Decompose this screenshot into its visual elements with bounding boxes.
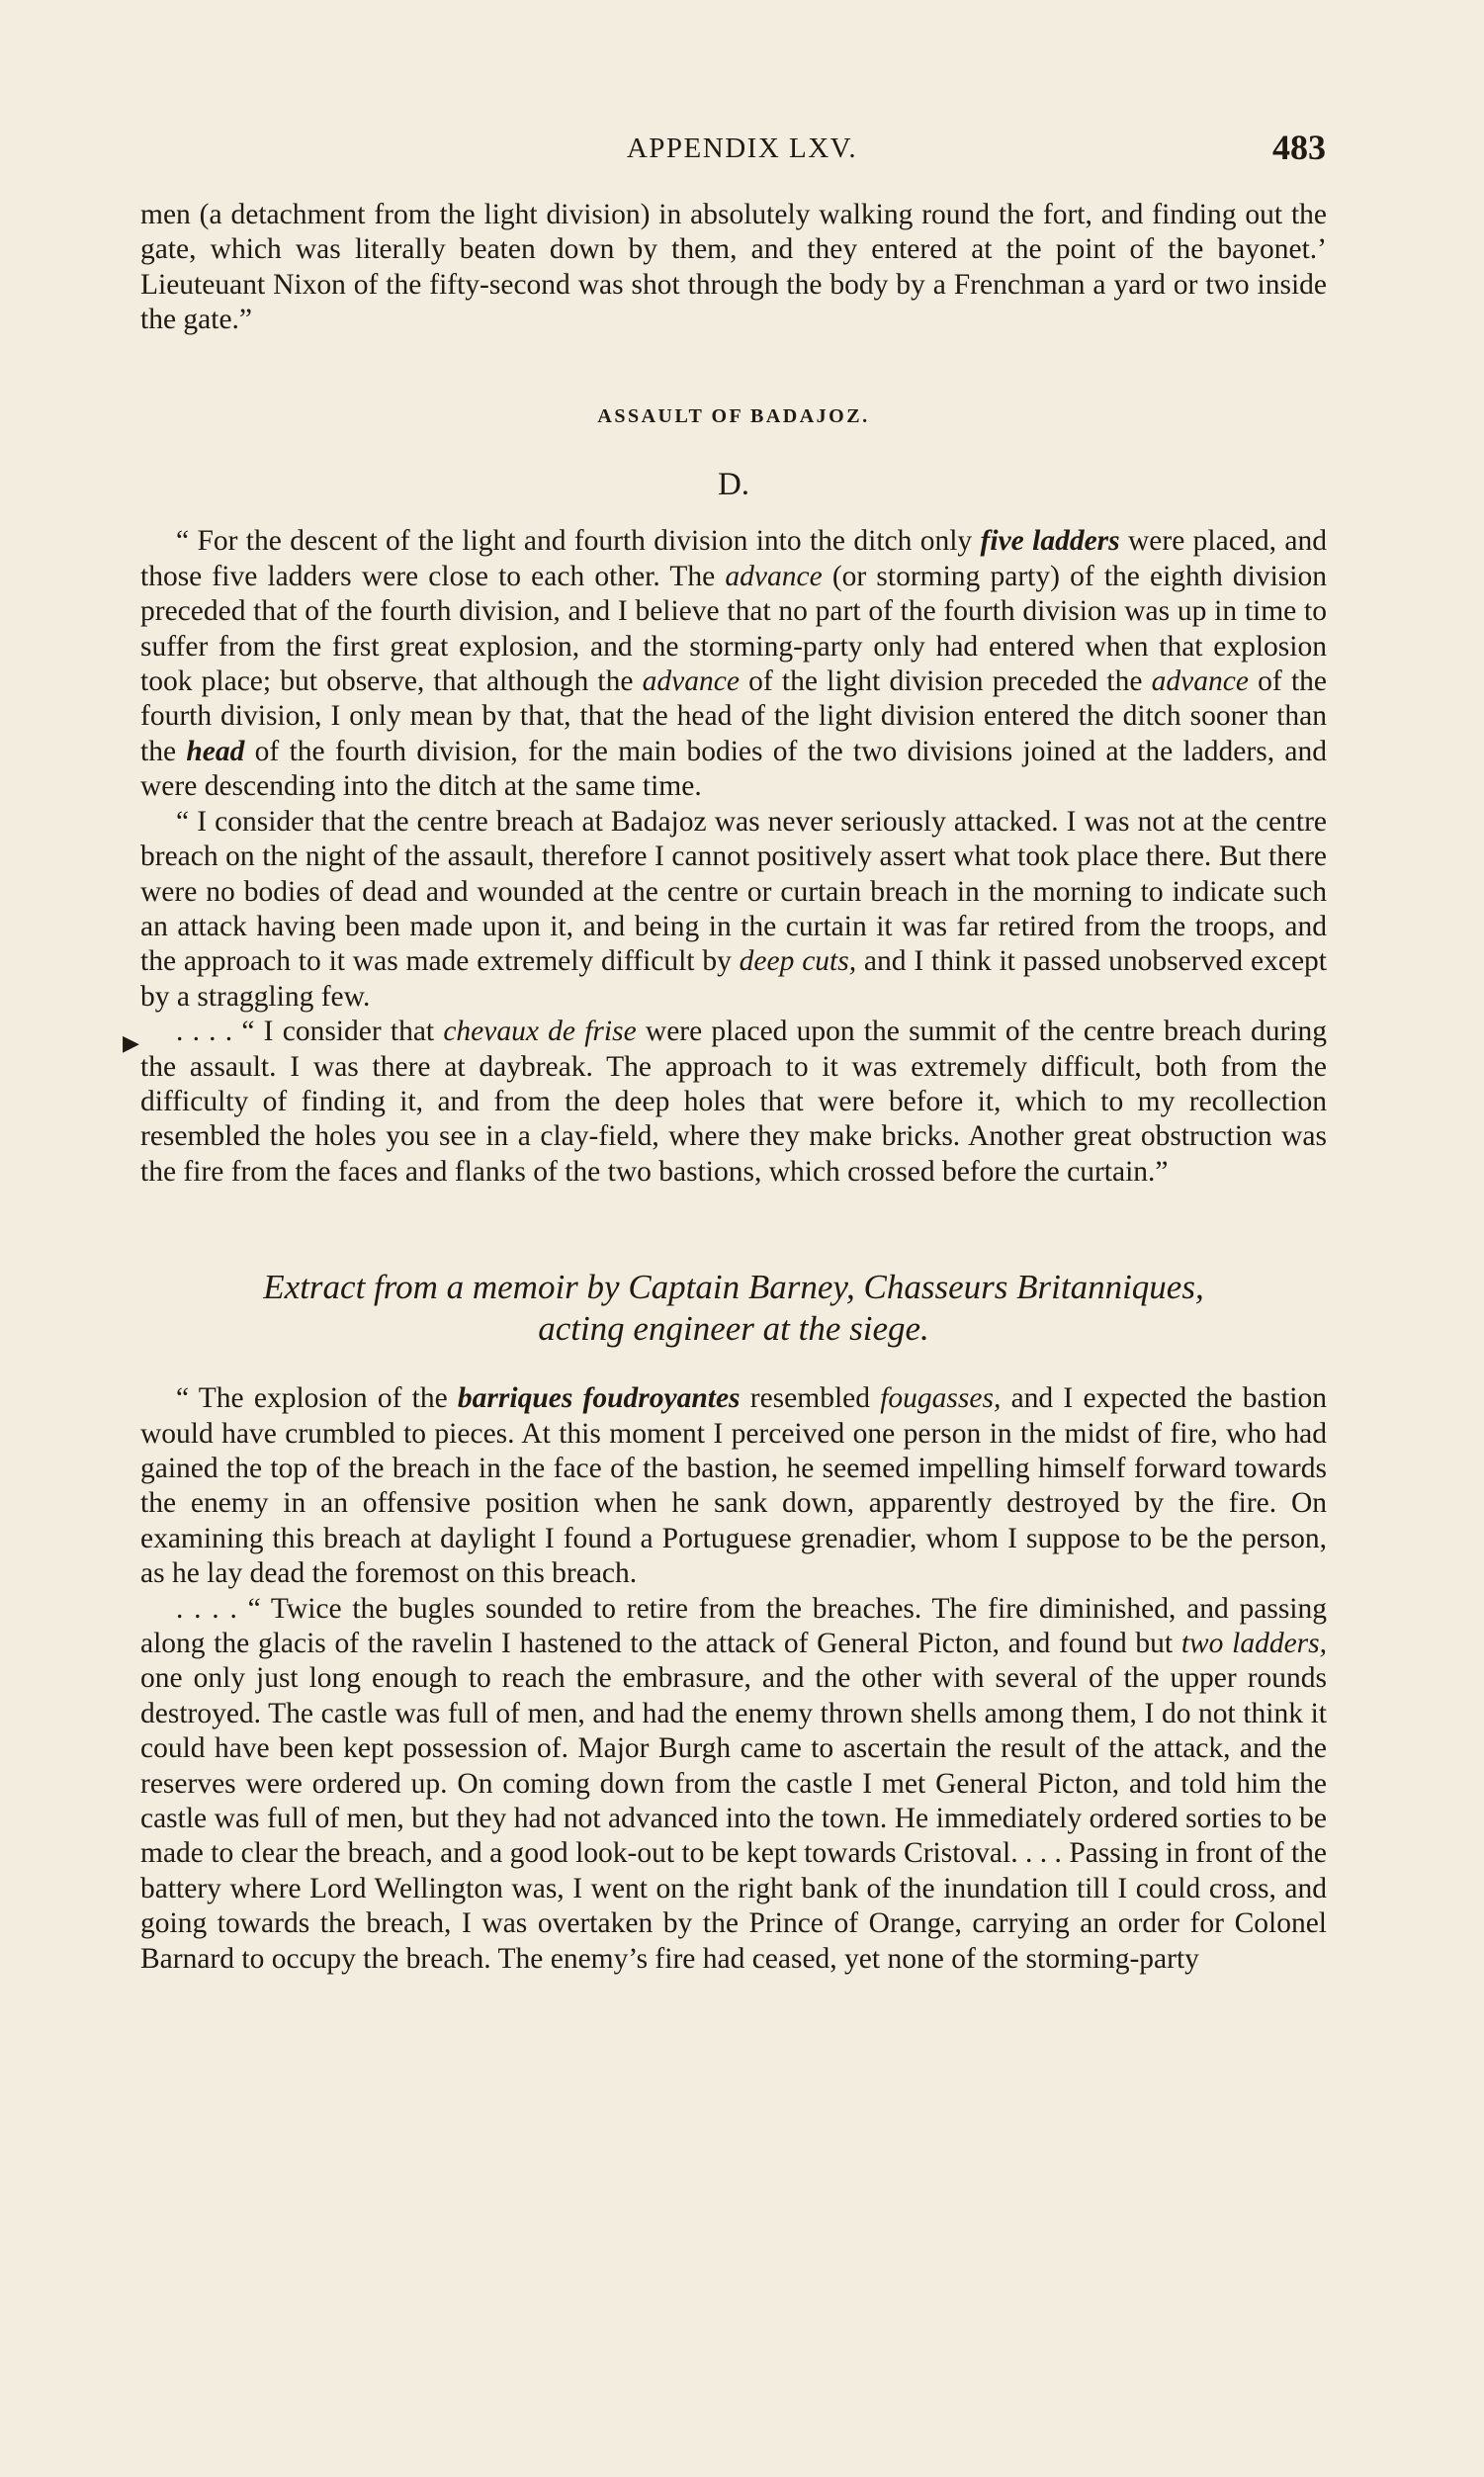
extract-heading-line: acting engineer at the siege. [538, 1309, 929, 1349]
emphasis: five ladders [980, 525, 1120, 558]
section-heading: ASSAULT OF BADAJOZ. [597, 404, 870, 427]
running-title: APPENDIX LXV. [626, 133, 858, 164]
text-run: resembled [740, 1382, 881, 1415]
text-run: of the light division preceded the [739, 665, 1152, 698]
text-run: (or storming party) of the eighth division preceded that of the fourth division, and I believe that no part of the fourth division was up in time to suffer from the first great explosion, and the storming-party only had entered when that explosion took place; but observe, that although the [140, 560, 1327, 698]
text-run: and I expected the bastion would have crumbled to pieces. At this moment I perceived one person in the midst of fire, who had gained the top of the breach in the face of the bastion, he seemed impelling himself forward towards the enemy in an offensive position when he sank down, apparently destroyed by the fire. On examining this breach at daylight I found a Portuguese grenadier, whom I suppose to be the person, as he lay dead the foremost on this breach. [140, 1382, 1327, 1590]
section-paragraph-2 [140, 805, 1327, 1015]
section-paragraph-3 [140, 1015, 1327, 1190]
emphasis: chevaux de frise [443, 1016, 637, 1048]
section-paragraph-1 [140, 524, 1327, 804]
emphasis: head [186, 735, 245, 767]
emphasis: advance [642, 665, 740, 698]
text-run: . . . . “ I consider that [176, 1016, 444, 1048]
text-run: of the fourth division, I only mean by that, that the head of the light division entered the ditch sooner than the [140, 665, 1327, 767]
extract-heading [140, 1267, 1327, 1350]
text-run: were placed upon the summit of the centre breach during the assault. I was there at daybreak. The approach to it was extremely difficult, both from the difficulty of finding it, and from the deep holes that were before it, which to my recollection resembled the holes you see in a clay-field, where they make bricks. Another great obstruction was the fire from the faces and flanks of the two bastions, which crossed before the curtain.” [140, 1016, 1327, 1188]
emphasis: advance [1151, 665, 1249, 698]
text-run: and I think it passed unobserved except by a straggling few. [140, 945, 1327, 1013]
extract-heading-line: Extract from a memoir by Captain Barney, Chasseurs Britanniques, [263, 1268, 1204, 1307]
emphasis: advance [725, 560, 823, 592]
text-run: “ The explosion of the [176, 1382, 458, 1415]
extract-paragraph-2 [140, 1592, 1327, 1977]
intro-paragraph: men (a detachment from the light division) in absolutely walking round the fort, and finding out the gate, which was literally beaten down by them, and they entered at the point of the bayonet.’ Lieuteuant Nixon of the fifty-second was shot through the body by a Frenchman a yard or two inside the gate.” [140, 199, 1327, 336]
page-header [0, 127, 1484, 176]
text-run: one only just long enough to reach the embrasure, and the other with several of the upper rounds destroyed. The castle was full of men, and had the enemy thrown shells among them, I do not think it could have been kept possession of. Major Burgh came to ascertain the result of the attack, and the reserves were ordered up. On coming down from the castle I met General Picton, and told him the castle was full of men, but they had not advanced into the town. He immediately ordered sorties to be made to clear the breach, and a good look-out to be kept towards Cristoval. . . . Passing in front of the battery where Lord Wellington was, I went on the right bank of the inundation till I could cross, and going towards the breach, I was overtaken by the Prince of Orange, carrying an order for Colonel Barnard to occupy the breach. The enemy’s fire had ceased, yet none of the storming-party [140, 1662, 1327, 1975]
section-letter: D. [717, 467, 750, 503]
text-run: “ I consider that the centre breach at Badajoz was never seriously attacked. I was not at the centre breach on the night of the assault, therefore I cannot positively assert what took place there. But there were no bodies of dead and wounded at the centre or curtain breach in the morning to indicate such an attack having been made upon it, and being in the curtain it was far retired from the troops, and the approach to it was made extremely difficult by [140, 805, 1327, 978]
text-run: were placed, and those five ladders were close to each other. The [140, 525, 1327, 592]
extract-paragraph-1 [140, 1381, 1327, 1591]
emphasis: barriques foudroyantes [457, 1382, 741, 1415]
page-number: 483 [1272, 128, 1326, 167]
margin-mark: ▶ [123, 1030, 139, 1055]
text-run: “ For the descent of the light and fourth division into the ditch only [176, 525, 981, 558]
emphasis: two ladders, [1180, 1628, 1327, 1659]
emphasis: fougasses, [880, 1382, 1002, 1415]
page-body [140, 198, 1327, 1977]
text-run: . . . . “ Twice the bugles sounded to retire from the breaches. The fire diminished, and passing along the glacis of the ravelin I hastened to the attack of General Picton, and found but [140, 1592, 1327, 1659]
text-run: of the fourth division, for the main bodies of the two divisions joined at the ladders, and were descending into the ditch at the same time. [140, 735, 1327, 803]
emphasis: deep cuts, [739, 945, 857, 978]
